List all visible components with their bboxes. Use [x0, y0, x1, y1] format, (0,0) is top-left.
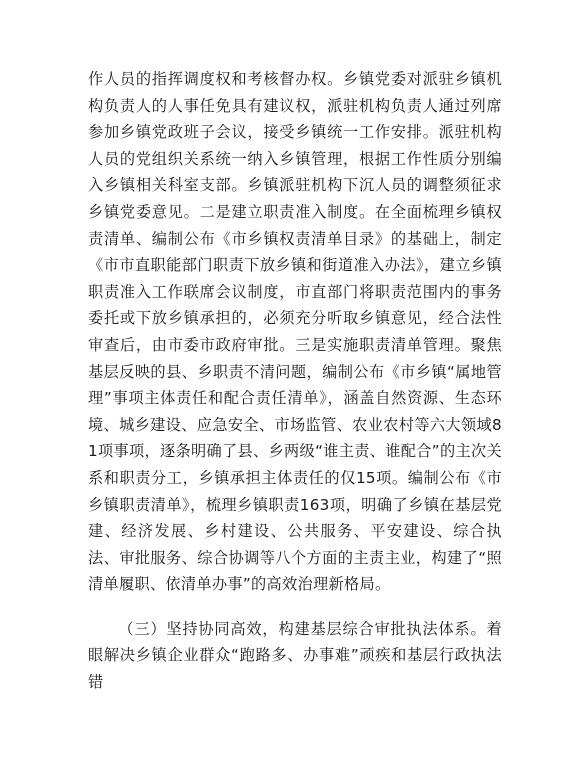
paragraph-spacing: [88, 598, 502, 616]
document-page: [88, 66, 502, 696]
section-three-paragraph: （三）坚持协同高效，构建基层综合审批执法体系。着眼解决乡镇企业群众“跑路多、办事难”顽疾和基层行政执法错: [88, 619, 502, 692]
body-paragraph-continued: 作人员的指挥调度权和考核督办权。乡镇党委对派驻乡镇机构负责人的人事任免具有建议权，派驻机构负责人通过列席参加乡镇党政班子会议，接受乡镇统一工作安排。派驻机构人员的党组织关系统一纳入乡镇管理，根据工作性质分别编入乡镇相关科室支部。乡镇派驻机构下沉人员的调整须征求乡镇党委意见。二是建立职责准入制度。在全面梳理乡镇权责清单、编制公布《市乡镇权责清单目录》的基础上，制定《市市直职能部门职责下放乡镇和街道准入办法》，建立乡镇职责准入工作联席会议制度，市直部门将职责范围内的事务委托或下放乡镇承担的，必须充分听取乡镇意见，经合法性审查后，由市委市政府审批。三是实施职责清单管理。聚焦基层反映的县、乡职责不清问题，编制公布《市乡镇“属地管理”事项主体责任和配合责任清单》，涵盖自然资源、生态环境、城乡建设、应急安全、市场监管、农业农村等六大领域81项事项，逐条明确了县、乡两级“谁主责、谁配合”的主次关系和职责分工，乡镇承担主体责任的仅15项。编制公布《市乡镇职责清单》，梳理乡镇职责163项，明确了乡镇在基层党建、经济发展、乡村建设、公共服务、平安建设、综合执法、审批服务、综合协调等八个方面的主责主业，构建了“照清单履职、依清单办事”的高效治理新格局。: [88, 70, 502, 594]
